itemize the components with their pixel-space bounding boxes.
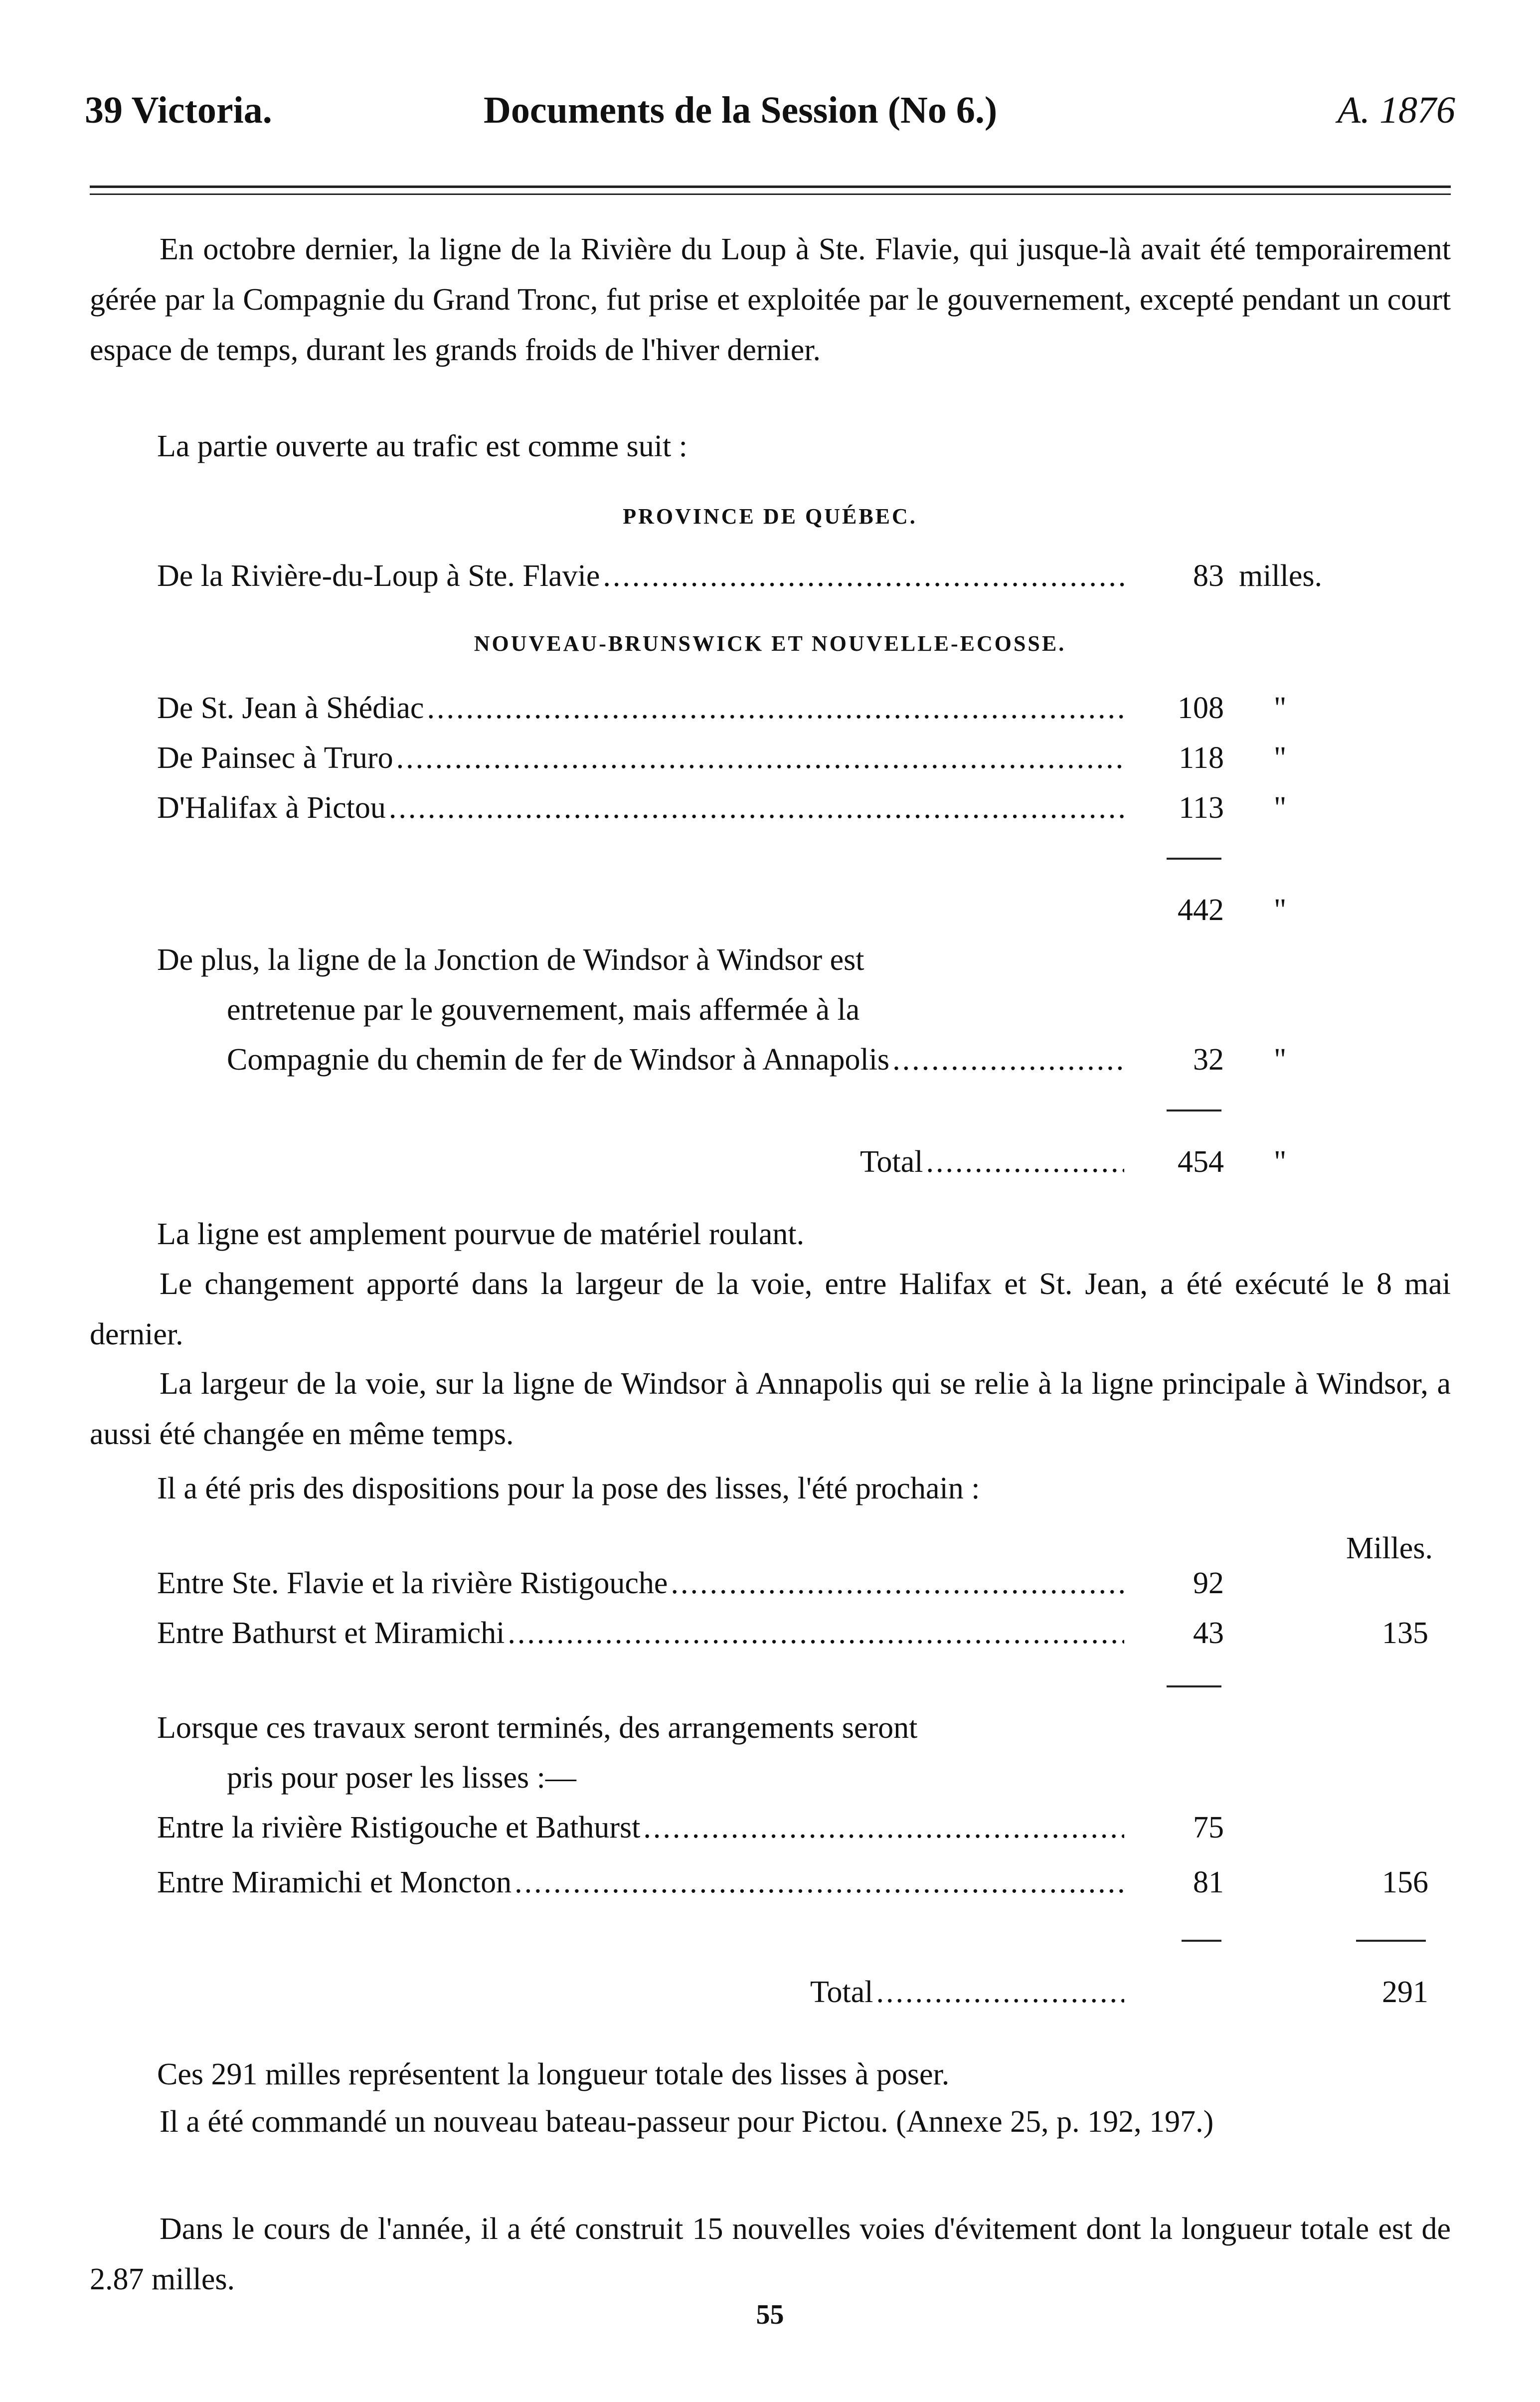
table-row [157, 1042, 1453, 1082]
sum-rule [1167, 858, 1221, 860]
total-row [157, 1975, 1453, 2015]
table-row [157, 1865, 1453, 1905]
dot-leader [514, 1865, 1124, 1900]
paragraph-changement: Le changement apporté dans la largeur de la voie, entre Halifax et St. Jean, a été exécuté le 8 mai dernier. [90, 1267, 1451, 1351]
sum-rule [1182, 1940, 1221, 1942]
row-label: De St. Jean à Shédiac [157, 691, 424, 725]
dot-leader [876, 1975, 1124, 2010]
dot-leader [427, 691, 1124, 726]
total-value: 454 [1178, 1145, 1224, 1179]
row-label: Compagnie du chemin de fer de Windsor à Annapolis [227, 1043, 890, 1077]
paragraph-largeur: La largeur de la voie, sur la ligne de Windsor à Annapolis qui se relie à la ligne principale à Windsor, a aussi été changée en même temps. [90, 1367, 1451, 1451]
total-row [157, 1144, 1453, 1184]
row-value: 113 [1179, 791, 1224, 825]
dot-leader [926, 1144, 1124, 1180]
total-value: 291 [1382, 1975, 1428, 2009]
row-label: Total [860, 1145, 923, 1179]
header-volume: 39 Victoria. [85, 89, 272, 131]
header-rule [90, 185, 1451, 188]
note-line-1: Lorsque ces travaux seront terminés, des arrangements seront [157, 1711, 918, 1745]
row-label: D'Halifax à Pictou [157, 791, 386, 825]
dot-leader [643, 1810, 1124, 1846]
sum-rule [1167, 1685, 1221, 1687]
paragraph-voies-evitement: Dans le cours de l'année, il a été construit 15 nouvelles voies d'évitement dont la longueur totale est de 2.87 milles. [90, 2212, 1451, 2296]
ditto-mark: " [1274, 741, 1287, 775]
table-row [157, 1566, 1453, 1606]
table-row [157, 1616, 1453, 1656]
table-row [157, 740, 1453, 780]
table-row [157, 558, 1453, 598]
sum-rule [1356, 1940, 1426, 1942]
paragraph-bateau: Il a été commandé un nouveau bateau-passeur pour Pictou. (Annexe 25, p. 192, 197.) [160, 2105, 1214, 2139]
heading-nouveau-brunswick: NOUVEAU-BRUNSWICK ET NOUVELLE-ECOSSE. [474, 631, 1066, 656]
paragraph-materiel: La ligne est amplement pourvue de matériel roulant. [157, 1217, 805, 1251]
row-value: 75 [1193, 1811, 1224, 1845]
running-header [85, 89, 1455, 144]
dot-leader [603, 558, 1124, 594]
row-value: 83 [1193, 559, 1224, 593]
group-sum: 156 [1382, 1865, 1428, 1899]
header-rule-thin [90, 193, 1451, 195]
row-unit: milles. [1239, 559, 1323, 593]
row-value: 32 [1193, 1043, 1224, 1077]
row-value: 118 [1179, 741, 1224, 775]
ditto-mark: " [1274, 691, 1287, 725]
page-number: 55 [756, 2299, 784, 2330]
row-label: Total [810, 1975, 873, 2009]
windsor-line-1: De plus, la ligne de la Jonction de Windsor à Windsor est [157, 943, 864, 977]
row-value: 108 [1178, 691, 1224, 725]
paragraph-dispositions: Il a été pris des dispositions pour la pose des lisses, l'été prochain : [157, 1472, 980, 1505]
dot-leader [389, 790, 1124, 826]
header-title: Documents de la Session (No 6.) [484, 89, 998, 131]
ditto-mark: " [1274, 1043, 1287, 1077]
dot-leader [396, 740, 1124, 776]
row-value: 43 [1193, 1616, 1224, 1650]
row-label: Entre Bathurst et Miramichi [157, 1616, 505, 1650]
table-row [157, 691, 1453, 731]
ditto-mark: " [1274, 1145, 1287, 1179]
row-label: De Painsec à Truro [157, 741, 393, 775]
ditto-mark: " [1274, 791, 1287, 825]
heading-province-quebec: PROVINCE DE QUÉBEC. [623, 504, 917, 529]
dot-leader [508, 1616, 1124, 1651]
row-label: Entre la rivière Ristigouche et Bathurst [157, 1811, 641, 1845]
subtotal-value: 442 [1178, 893, 1224, 927]
ditto-mark: " [1274, 893, 1287, 927]
sum-rule [1167, 1109, 1221, 1111]
group-sum: 135 [1382, 1616, 1428, 1650]
note-line-2: pris pour poser les lisses :— [227, 1761, 576, 1795]
row-label: De la Rivière-du-Loup à Ste. Flavie [157, 559, 600, 593]
row-value: 81 [1193, 1865, 1224, 1899]
dot-leader [892, 1042, 1124, 1078]
table-row [157, 1810, 1453, 1850]
paragraph-octobre: En octobre dernier, la ligne de la Rivière du Loup à Ste. Flavie, qui jusque-là avait été temporairement gérée par la Compagnie du Grand Tronc, fut prise et exploitée par le gouvernement, excepté pendant un court espace de temps, durant les grands froids de l'hiver dernier. [90, 232, 1451, 367]
windsor-line-2: entretenue par le gouvernement, mais affermée à la [227, 993, 860, 1027]
header-year: A. 1876 [1337, 89, 1455, 131]
row-label: Entre Ste. Flavie et la rivière Ristigouche [157, 1566, 668, 1600]
paragraph-trafic: La partie ouverte au trafic est comme suit : [157, 429, 687, 463]
table-row [157, 790, 1453, 830]
paragraph-291-milles: Ces 291 milles représentent la longueur totale des lisses à poser. [157, 2057, 950, 2091]
subtotal-row [157, 893, 1453, 932]
row-label: Entre Miramichi et Moncton [157, 1865, 512, 1899]
dot-leader [671, 1566, 1124, 1601]
column-header-milles: Milles. [1346, 1531, 1433, 1565]
row-value: 92 [1193, 1566, 1224, 1600]
